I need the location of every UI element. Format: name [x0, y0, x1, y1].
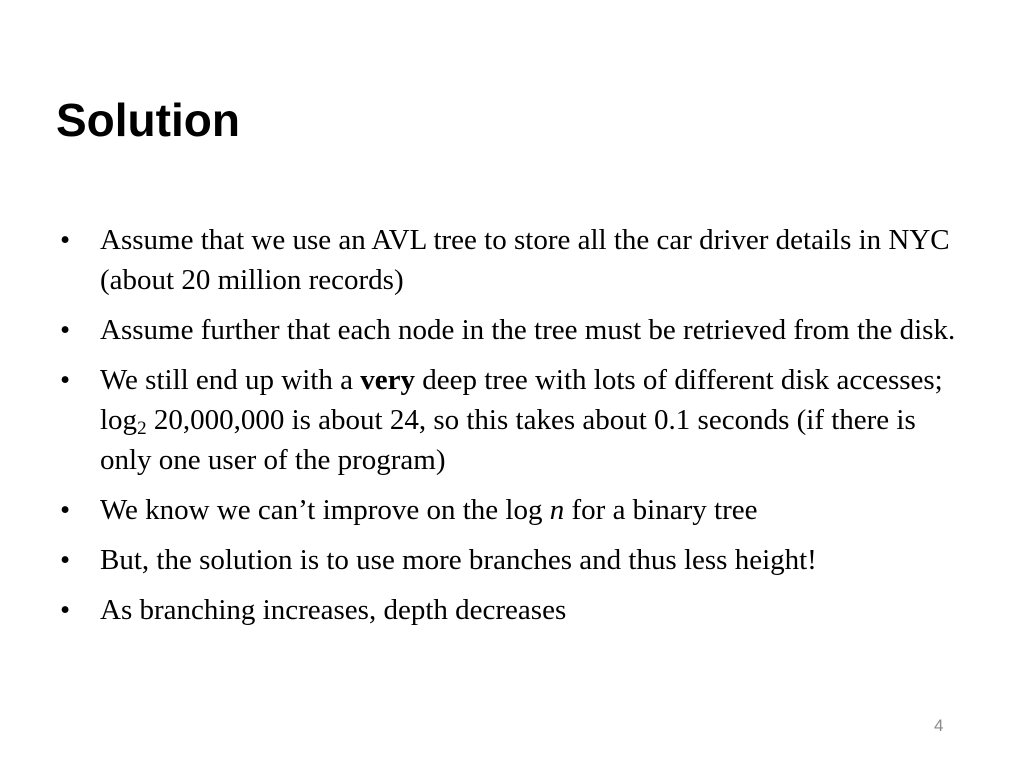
- bullet-dot: •: [60, 494, 71, 526]
- emphasis-italic: n: [549, 494, 565, 526]
- log-subscript: 2: [137, 418, 147, 439]
- bullet-text-segment: But, the solution is to use more branches and thus less height!: [100, 544, 817, 576]
- bullet-dot: •: [60, 224, 71, 256]
- bullet-text-segment: Assume that we use an AVL tree to store all the car driver details in NYC (about 20 million records): [100, 224, 957, 296]
- bullet-dot: •: [60, 314, 71, 346]
- bullet-text-segment: 20,000,000 is about 24, so this takes about 0.1 seconds (if there is only one user of the program): [100, 404, 916, 476]
- bullet-text-segment: Assume further that each node in the tree must be retrieved from the disk.: [100, 314, 956, 346]
- page-number: 4: [934, 716, 944, 735]
- bullet-item: [60, 220, 960, 300]
- bullet-item: [60, 590, 960, 630]
- bullet-item: [60, 490, 960, 530]
- bullet-text-segment: deep tree with lots of different disk accesses; log: [100, 364, 943, 436]
- bullet-dot: •: [60, 544, 71, 576]
- bullet-dot: •: [60, 364, 71, 396]
- bullet-item: [60, 540, 960, 580]
- emphasis-bold: very: [360, 364, 415, 396]
- bullet-text: [100, 544, 817, 576]
- bullet-text-segment: We still end up with a: [100, 364, 361, 396]
- bullet-dot: •: [60, 594, 71, 626]
- bullet-text: [100, 594, 566, 626]
- bullet-text: [100, 224, 957, 296]
- bullet-item: [60, 310, 960, 350]
- bullet-list: [60, 220, 960, 640]
- bullet-text-segment: We know we can’t improve on the log: [100, 494, 550, 526]
- bullet-text-segment: As branching increases, depth decreases: [100, 594, 567, 626]
- bullet-text-segment: for a binary tree: [564, 494, 758, 526]
- bullet-text: [100, 494, 757, 526]
- bullet-text: [100, 314, 955, 346]
- bullet-item: [60, 360, 960, 480]
- bullet-text: [100, 364, 943, 476]
- slide-title: Solution: [56, 94, 240, 146]
